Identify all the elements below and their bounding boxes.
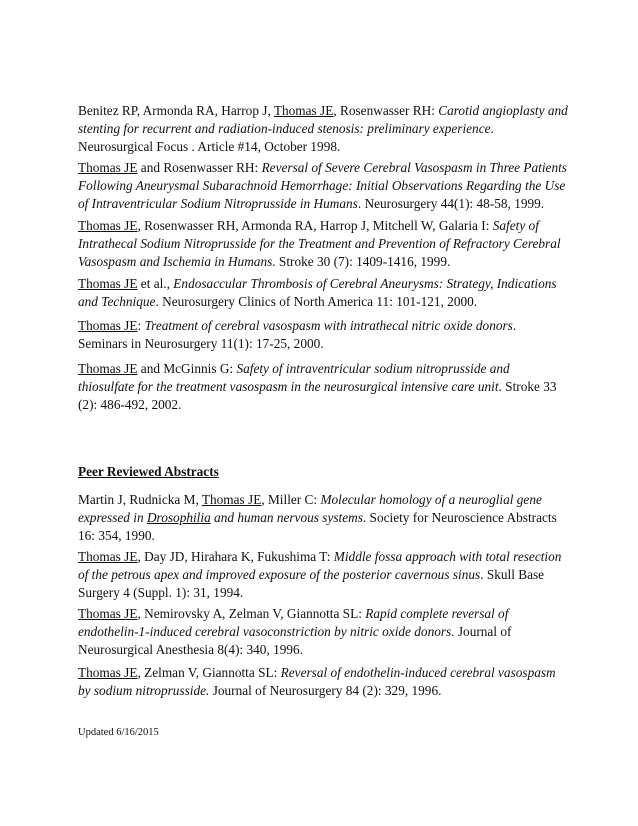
ref-highlighted-author: Thomas JE	[273, 103, 334, 118]
ref-authors: , Nemirovsky A, Zelman V, Giannotta SL:	[137, 606, 366, 621]
ref-authors: Martin J, Rudnicka M,	[78, 492, 202, 507]
ref-title: Reversal of endothelin-induced cerebral vasospasm by sodium nitroprusside.	[78, 665, 556, 698]
ref-citation: . Stroke 33 (2): 486-492, 2002.	[78, 379, 557, 412]
ref-title: Carotid angioplasty and stenting for recurrent and radiation-induced stenosis: preliminary experience	[78, 103, 568, 136]
abstract-entry	[78, 548, 568, 602]
ref-title-species: Drosophilia	[146, 510, 211, 525]
ref-highlighted-author: Thomas JE	[78, 665, 138, 680]
reference-entry	[78, 275, 568, 311]
ref-title: Molecular homology of a neuroglial gene expressed in	[78, 492, 542, 525]
reference-entry	[78, 217, 568, 271]
ref-title: Safety of Intrathecal Sodium Nitroprusside for the Treatment and Prevention of Refractory Cerebral Vasospasm and Ischemia in Humans	[78, 218, 561, 269]
ref-highlighted-author: Thomas JE	[78, 318, 138, 333]
ref-title: Safety of intraventricular sodium nitroprusside and thiosulfate for the treatment vasospasm in the neurosurgical intensive care unit	[78, 361, 510, 394]
ref-highlighted-author: Thomas JE	[78, 218, 138, 233]
ref-highlighted-author: Thomas JE	[201, 492, 262, 507]
reference-entry	[78, 317, 568, 353]
ref-authors: , Miller C:	[261, 492, 321, 507]
ref-authors: , Rosenwasser RH, Armonda RA, Harrop J, Mitchell W, Galaria I:	[137, 218, 493, 233]
ref-citation: Journal of Neurosurgical Anesthesia 8(4): 340, 1996.	[78, 624, 512, 657]
ref-title: Middle fossa approach with total resection of the petrous apex and improved exposure of the posterior cavernous sinus	[78, 549, 562, 582]
ref-highlighted-author: Thomas JE	[78, 276, 138, 291]
reference-entry	[78, 159, 568, 213]
ref-citation: . Neurosurgery 44(1): 48-58, 1999.	[357, 196, 545, 211]
abstract-entry	[78, 664, 568, 700]
ref-citation: . Skull Base Surgery 4 (Suppl. 1): 31, 1994.	[78, 567, 545, 600]
ref-authors: and McGinnis G:	[137, 361, 237, 376]
ref-citation: . Society for Neuroscience Abstracts 16: 354, 1990.	[78, 510, 557, 543]
ref-highlighted-author: Thomas JE	[78, 606, 138, 621]
ref-title: Reversal of Severe Cerebral Vasospasm in Three Patients Following Aneurysmal Subarachnoid Hemorrhage: Initial Observations Regarding the Use of Intraventricular Sodium Nitroprusside in Humans	[78, 160, 567, 211]
ref-highlighted-author: Thomas JE	[78, 361, 138, 376]
ref-citation: . Stroke 30 (7): 1409-1416, 1999.	[272, 254, 451, 269]
ref-authors: :	[137, 318, 145, 333]
ref-authors: , Zelman V, Giannotta SL:	[137, 665, 281, 680]
page-footer: Updated 6/16/2015	[78, 727, 159, 738]
ref-authors: , Rosenwasser RH:	[333, 103, 439, 118]
ref-authors: and Rosenwasser RH:	[137, 160, 262, 175]
abstract-entry	[78, 491, 568, 545]
ref-citation: . Neurosurgical Focus . Article #14, October 1998.	[78, 121, 494, 154]
ref-title: and human nervous systems	[210, 510, 363, 525]
reference-entry	[78, 102, 568, 156]
ref-title: Endosaccular Thrombosis of Cerebral Aneurysms: Strategy, Indications and Technique	[78, 276, 557, 309]
ref-authors: , Day JD, Hirahara K, Fukushima T:	[137, 549, 334, 564]
ref-highlighted-author: Thomas JE	[78, 160, 138, 175]
ref-citation: . Seminars in Neurosurgery 11(1): 17-25, 2000.	[78, 318, 517, 351]
ref-title: Treatment of cerebral vasospasm with intrathecal nitric oxide donors	[144, 318, 513, 333]
ref-authors: et al.,	[137, 276, 174, 291]
ref-authors: Benitez RP, Armonda RA, Harrop J,	[78, 103, 274, 118]
section-heading: Peer Reviewed Abstracts	[78, 464, 219, 479]
ref-title: Rapid complete reversal of endothelin-1-induced cerebral vasoconstriction by nitric oxide donors.	[78, 606, 509, 639]
ref-citation: . Neurosurgery Clinics of North America 11: 101-121, 2000.	[155, 294, 478, 309]
reference-entry	[78, 360, 568, 414]
abstract-entry	[78, 605, 568, 659]
ref-highlighted-author: Thomas JE	[78, 549, 138, 564]
ref-citation: Journal of Neurosurgery 84 (2): 329, 1996.	[209, 683, 442, 698]
